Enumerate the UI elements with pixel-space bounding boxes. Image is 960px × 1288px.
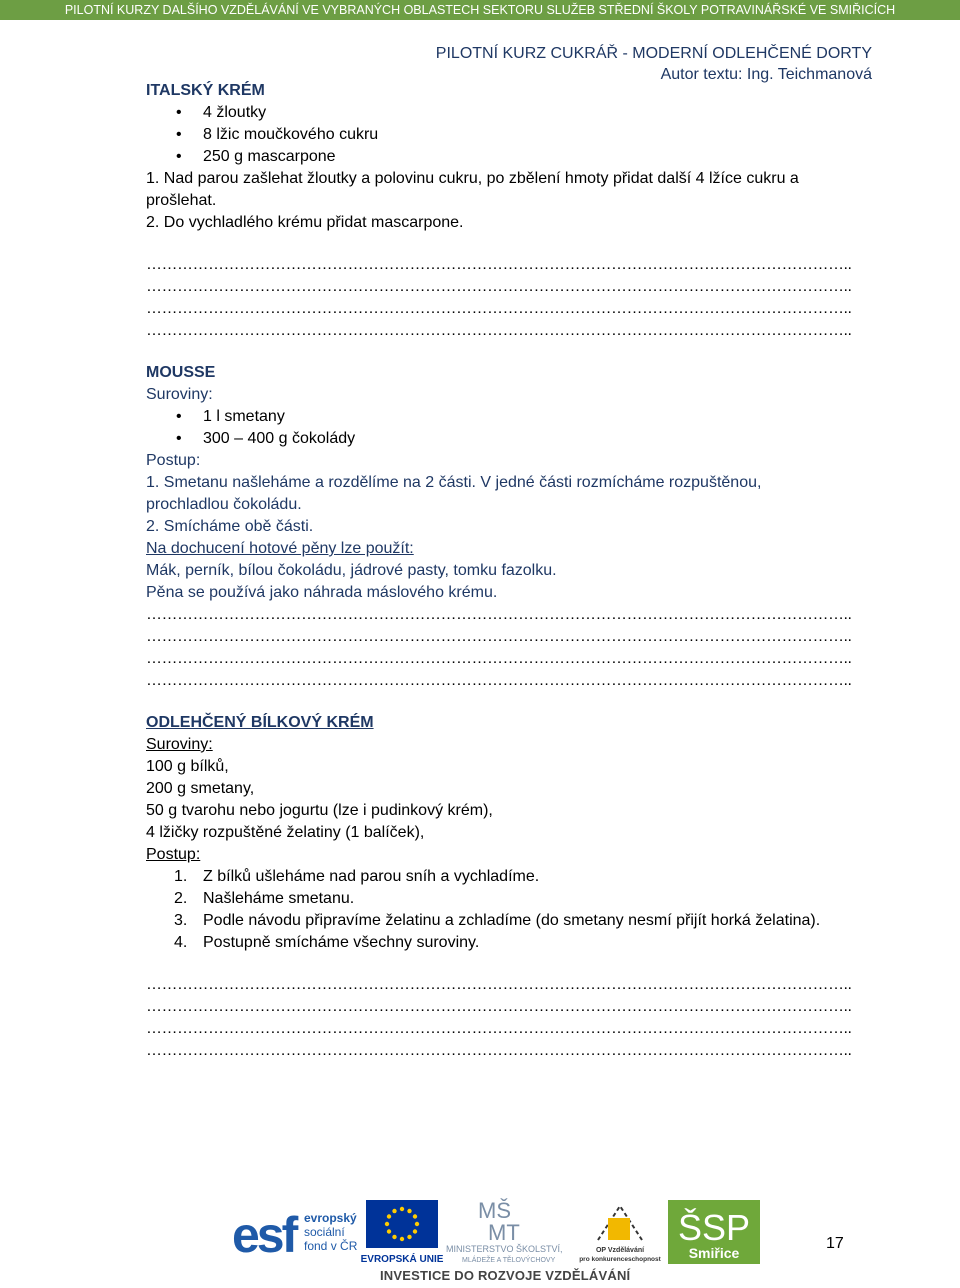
ssp-sub: Smiřice: [688, 1245, 740, 1261]
blank-line: ………………………………………………………………………………………………………………………..: [146, 300, 852, 317]
ssp-logo: [668, 1200, 760, 1264]
eu-flag-logo: [362, 1200, 442, 1264]
eu-star: [415, 1222, 419, 1226]
svg-text:esf: esf: [232, 1207, 296, 1263]
course-title: PILOTNÍ KURZ CUKRÁŘ - MODERNÍ ODLEHČENÉ DORTY: [435, 45, 872, 62]
list-item: • 4 žloutky: [176, 102, 846, 124]
mousse-note-label: Na dochucení hotové pěny lze použít:: [146, 540, 414, 557]
esf-logo: [232, 1200, 358, 1264]
svg-text:MŠ: MŠ: [478, 1198, 511, 1223]
footer-caption: INVESTICE DO ROZVOJE VZDĚLÁVÁNÍ: [380, 1268, 631, 1283]
eu-star: [387, 1229, 391, 1233]
document-body: [146, 80, 852, 1062]
op-line-2: pro konkurenceschopnost: [579, 1256, 661, 1263]
author-line: Autor textu: Ing. Teichmanová: [660, 66, 872, 83]
list-item: 1. Z bílků ušleháme nad parou sníh a vychladíme.: [174, 868, 540, 885]
eu-label: EVROPSKÁ UNIE: [360, 1254, 444, 1265]
eu-star: [392, 1209, 396, 1213]
italsky-ingredients: [146, 102, 846, 168]
blank-line: ………………………………………………………………………………………………………………………..: [146, 672, 852, 689]
msmt-line-1: MINISTERSTVO ŠKOLSTVÍ,: [446, 1244, 563, 1254]
msmt-line-2: MLÁDEŽE A TĚLOVÝCHOVY: [462, 1257, 556, 1264]
page-number: 17: [826, 1235, 844, 1252]
eu-star: [413, 1229, 417, 1233]
list-item: • 250 g mascarpone: [176, 146, 846, 168]
blank-line: ………………………………………………………………………………………………………………………..: [146, 976, 852, 993]
svg-text:MT: MT: [488, 1220, 520, 1245]
list-item: 2. Našleháme smetanu.: [174, 890, 355, 907]
mousse-postup-label: Postup:: [146, 452, 201, 469]
list-item: • 1 l smetany: [176, 406, 846, 428]
mousse-ingredients: [146, 406, 846, 450]
odlehceny-steps: [146, 866, 846, 954]
blank-line: ………………………………………………………………………………………………………………………..: [146, 1020, 852, 1037]
mousse-suroviny-label: Suroviny:: [146, 386, 213, 403]
blank-line: ………………………………………………………………………………………………………………………..: [146, 628, 852, 645]
eu-star: [392, 1235, 396, 1239]
msmt-logo: [444, 1196, 574, 1264]
italsky-step-1: 1. Nad parou zašlehat žloutky a polovinu cukru, po zbělení hmoty přidat další 4 lžíce cukru a prošlehat.: [146, 170, 799, 209]
list-item: 50 g tvarohu nebo jogurtu (lze i pudinkový krém),: [146, 802, 493, 819]
blank-line: ………………………………………………………………………………………………………………………..: [146, 256, 852, 273]
eu-star: [407, 1209, 411, 1213]
list-item: 4 lžičky rozpuštěné želatiny (1 balíček),: [146, 824, 425, 841]
section-title-mousse: MOUSSE: [146, 364, 216, 381]
list-item: 4. Postupně smícháme všechny suroviny.: [174, 934, 480, 951]
blank-line: ………………………………………………………………………………………………………………………..: [146, 278, 852, 295]
blank-line: ………………………………………………………………………………………………………………………..: [146, 322, 852, 339]
blank-line: ………………………………………………………………………………………………………………………..: [146, 998, 852, 1015]
eu-star: [385, 1222, 389, 1226]
odlehceny-postup-label: Postup:: [146, 846, 201, 863]
section-title-italsky: ITALSKÝ KRÉM: [146, 82, 265, 99]
section-title-odlehceny: ODLEHČENÝ BÍLKOVÝ KRÉM: [146, 714, 374, 731]
ssp-logo-text: ŠSP: [677, 1207, 751, 1248]
mousse-note-text: Mák, perník, bílou čokoládu, jádrové pasty, tomku fazolku.: [146, 562, 557, 579]
eu-star: [413, 1214, 417, 1218]
mousse-step-1: 1. Smetanu našleháme a rozdělíme na 2 části. V jedné části rozmícháme rozpuštěnou, prochladlou čokoládu.: [146, 474, 762, 513]
list-item: 3. Podle návodu připravíme želatinu a zchladíme (do smetany nesmí přijít horká želatina).: [174, 912, 821, 929]
esf-line-1: evropský: [304, 1211, 357, 1225]
odlehceny-suroviny-label: Suroviny:: [146, 736, 213, 753]
list-item: 100 g bílků,: [146, 758, 229, 775]
italsky-step-2: 2. Do vychladlého krému přidat mascarpone.: [146, 214, 464, 231]
blank-line: ………………………………………………………………………………………………………………………..: [146, 650, 852, 667]
eu-star: [400, 1237, 404, 1241]
blank-line: ………………………………………………………………………………………………………………………..: [146, 606, 852, 623]
header-banner: PILOTNÍ KURZY DALŠÍHO VZDĚLÁVÁNÍ VE VYBRANÝCH OBLASTECH SEKTORU SLUŽEB STŘEDNÍ ŠKOLY POTRAVINÁŘSKÉ VE SMIŘICÍCH: [0, 0, 960, 20]
eu-star: [407, 1235, 411, 1239]
blank-line: ………………………………………………………………………………………………………………………..: [146, 1042, 852, 1059]
op-line-1: OP Vzdělávání: [595, 1247, 645, 1254]
eu-star: [387, 1214, 391, 1218]
esf-line-2: sociální: [304, 1225, 345, 1239]
list-item: • 8 lžic moučkového cukru: [176, 124, 846, 146]
course-header: [436, 43, 872, 85]
list-item: • 300 – 400 g čokolády: [176, 428, 846, 450]
mousse-note-2: Pěna se používá jako náhrada máslového krému.: [146, 584, 498, 601]
op-logo: [578, 1200, 662, 1264]
list-item: 200 g smetany,: [146, 780, 255, 797]
mousse-step-2: 2. Smícháme obě části.: [146, 518, 314, 535]
eu-star: [400, 1207, 404, 1211]
esf-line-3: fond v ČR: [304, 1239, 358, 1253]
